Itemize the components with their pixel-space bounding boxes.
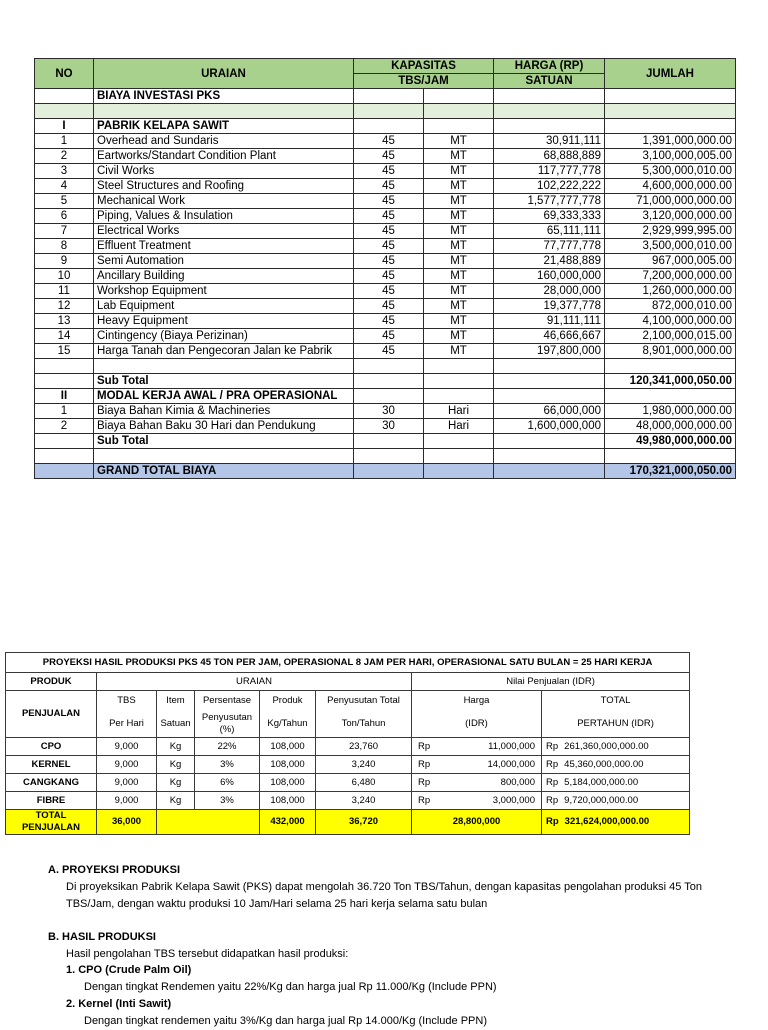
unit: Kg [157, 756, 195, 774]
row-price: 46,666,667 [494, 329, 605, 344]
row-total: 4,600,000,000.00 [605, 179, 736, 194]
total-product: 432,000 [260, 810, 316, 835]
row-unit: Hari [424, 404, 494, 419]
header-persentase-sub: Penyusutan (%) [195, 711, 260, 738]
currency: Rp [418, 758, 431, 770]
table-row [6, 792, 690, 810]
total-sales-label: TOTAL PENJUALAN [6, 810, 97, 835]
currency: Rp [418, 794, 431, 806]
row-price: 1,600,000,000 [494, 419, 605, 434]
table-row [35, 314, 736, 329]
table-row [35, 239, 736, 254]
section-a-line2: TBS/Jam, dengan waktu produksi 10 Jam/Hari selama 25 hari kerja selama satu bulan [66, 898, 488, 910]
row-capacity: 45 [354, 284, 424, 299]
row-unit: MT [424, 194, 494, 209]
row-desc: Civil Works [94, 164, 354, 179]
unit: Kg [157, 774, 195, 792]
row-capacity: 45 [354, 239, 424, 254]
row-capacity: 45 [354, 344, 424, 359]
shrink-ton-year: 23,760 [316, 738, 412, 756]
table-row [6, 738, 690, 756]
row-total: 872,000,010.00 [605, 299, 736, 314]
subtotal-row [35, 374, 736, 389]
header-uraian: URAIAN [94, 59, 354, 89]
row-capacity: 45 [354, 179, 424, 194]
total: 5,184,000,000.00 [564, 776, 639, 788]
row-price: 77,777,778 [494, 239, 605, 254]
currency: Rp [546, 794, 559, 806]
table-row [35, 194, 736, 209]
row-total: 1,980,000,000.00 [605, 404, 736, 419]
header-harga: Harga [412, 691, 542, 712]
product-kg-year: 108,000 [260, 774, 316, 792]
row-price: 65,111,111 [494, 224, 605, 239]
tbs-per-day: 9,000 [97, 792, 157, 810]
header-tbs: TBS [97, 691, 157, 712]
section-label: MODAL KERJA AWAL / PRA OPERASIONAL [94, 389, 354, 404]
row-price: 160,000,000 [494, 269, 605, 284]
row-price: 117,777,778 [494, 164, 605, 179]
currency: Rp [546, 740, 559, 752]
header-no: NO [35, 59, 94, 89]
subtotal-label: Sub Total [94, 374, 354, 389]
header-total-sub: PERTAHUN (IDR) [542, 711, 690, 738]
header-produk-kg-sub: Kg/Tahun [260, 711, 316, 738]
shrink-percent: 6% [195, 774, 260, 792]
header-produk: PRODUK [6, 673, 97, 691]
row-price: 102,222,222 [494, 179, 605, 194]
row-desc: Biaya Bahan Kimia & Machineries [94, 404, 354, 419]
row-no: 13 [35, 314, 94, 329]
total: 261,360,000,000.00 [564, 740, 649, 752]
table-row [35, 254, 736, 269]
row-no: 7 [35, 224, 94, 239]
row-desc: Electrical Works [94, 224, 354, 239]
row-no: 6 [35, 209, 94, 224]
row-no: 8 [35, 239, 94, 254]
table-row [35, 419, 736, 434]
row-unit: MT [424, 344, 494, 359]
header-item-sub: Satuan [157, 711, 195, 738]
row-total: 48,000,000,000.00 [605, 419, 736, 434]
row-price: 68,888,889 [494, 149, 605, 164]
row-capacity: 45 [354, 269, 424, 284]
tbs-per-day: 9,000 [97, 774, 157, 792]
row-desc: Steel Structures and Roofing [94, 179, 354, 194]
header-tbs-sub: Per Hari [97, 711, 157, 738]
row-unit: MT [424, 179, 494, 194]
total-cell [542, 792, 690, 810]
row-price: 91,111,111 [494, 314, 605, 329]
header-jumlah: JUMLAH [605, 59, 736, 89]
table-row [35, 209, 736, 224]
currency: Rp [546, 776, 559, 788]
shrink-percent: 3% [195, 756, 260, 774]
row-desc: Piping, Values & Insulation [94, 209, 354, 224]
row-desc: Cintingency (Biaya Perizinan) [94, 329, 354, 344]
unit: Kg [157, 738, 195, 756]
row-unit: MT [424, 224, 494, 239]
row-unit: MT [424, 299, 494, 314]
row-unit: MT [424, 314, 494, 329]
row-unit: MT [424, 149, 494, 164]
product-kg-year: 108,000 [260, 738, 316, 756]
row-capacity: 30 [354, 404, 424, 419]
row-capacity: 45 [354, 209, 424, 224]
row-desc: Mechanical Work [94, 194, 354, 209]
row-price: 197,800,000 [494, 344, 605, 359]
total-cell [542, 738, 690, 756]
row-no: 11 [35, 284, 94, 299]
row-unit: MT [424, 239, 494, 254]
tbs-per-day: 9,000 [97, 738, 157, 756]
price-cell [412, 774, 542, 792]
table-row [35, 149, 736, 164]
row-price: 66,000,000 [494, 404, 605, 419]
header-nilai-penjualan: Nilai Penjualan (IDR) [412, 673, 690, 691]
section-number: I [35, 119, 94, 134]
header-harga-sub: (IDR) [412, 711, 542, 738]
row-no: 15 [35, 344, 94, 359]
currency: Rp [418, 740, 431, 752]
header-harga-sub: SATUAN [494, 74, 605, 89]
row-no: 1 [35, 134, 94, 149]
spacer-row [35, 104, 736, 119]
section-number: II [35, 389, 94, 404]
row-total: 1,260,000,000.00 [605, 284, 736, 299]
section-b-intro: Hasil pengolahan TBS tersebut didapatkan hasil produksi: [66, 948, 349, 960]
row-price: 69,333,333 [494, 209, 605, 224]
price-cell [412, 756, 542, 774]
shrink-percent: 22% [195, 738, 260, 756]
total-cell [542, 774, 690, 792]
row-capacity: 45 [354, 299, 424, 314]
price-cell [412, 738, 542, 756]
row-desc: Workshop Equipment [94, 284, 354, 299]
row-capacity: 45 [354, 194, 424, 209]
production-projection-table [5, 652, 690, 835]
total-shrink: 36,720 [316, 810, 412, 835]
table-row [35, 284, 736, 299]
total-cell [542, 756, 690, 774]
shrink-ton-year: 3,240 [316, 792, 412, 810]
row-total: 7,200,000,000.00 [605, 269, 736, 284]
subtotal-row [35, 434, 736, 449]
table-row [35, 329, 736, 344]
header-persentase: Persentase [195, 691, 260, 712]
item2-text: Dengan tingkat rendemen yaitu 3%/Kg dan harga jual Rp 14.000/Kg (Include PPN) [84, 1015, 487, 1027]
row-total: 3,500,000,010.00 [605, 239, 736, 254]
row-desc: Heavy Equipment [94, 314, 354, 329]
item1-text: Dengan tingkat Rendemen yaitu 22%/Kg dan harga jual Rp 11.000/Kg (Include PPN) [84, 981, 497, 993]
row-capacity: 45 [354, 314, 424, 329]
product-kg-year: 108,000 [260, 792, 316, 810]
item2-title: 2. Kernel (Inti Sawit) [66, 998, 172, 1010]
price: 14,000,000 [487, 758, 535, 770]
row-total: 2,929,999,995.00 [605, 224, 736, 239]
spacer-row [35, 449, 736, 464]
investment-cost-table [34, 58, 736, 479]
table-row [35, 404, 736, 419]
currency: Rp [546, 816, 559, 827]
row-total: 3,100,000,005.00 [605, 149, 736, 164]
row-unit: MT [424, 254, 494, 269]
product-name: CANGKANG [6, 774, 97, 792]
header-kapasitas: KAPASITAS [354, 59, 494, 74]
row-no: 5 [35, 194, 94, 209]
total-sales-cell [542, 810, 690, 835]
row-no: 9 [35, 254, 94, 269]
row-desc: Harga Tanah dan Pengecoran Jalan ke Pabrik [94, 344, 354, 359]
currency: Rp [418, 776, 431, 788]
table-row [35, 179, 736, 194]
total-tbs: 36,000 [97, 810, 157, 835]
row-total: 71,000,000,000.00 [605, 194, 736, 209]
row-desc: Semi Automation [94, 254, 354, 269]
row-unit: MT [424, 269, 494, 284]
unit: Kg [157, 792, 195, 810]
row-unit: MT [424, 134, 494, 149]
row-desc: Ancillary Building [94, 269, 354, 284]
total: 9,720,000,000.00 [564, 794, 639, 806]
row-price: 19,377,778 [494, 299, 605, 314]
row-no: 2 [35, 149, 94, 164]
table-row [35, 344, 736, 359]
row-desc: Overhead and Sundaris [94, 134, 354, 149]
row-desc: Eartworks/Standart Condition Plant [94, 149, 354, 164]
header-item: Item [157, 691, 195, 712]
row-capacity: 45 [354, 149, 424, 164]
row-capacity: 45 [354, 134, 424, 149]
section-a-line1: Di proyeksikan Pabrik Kelapa Sawit (PKS) dapat mengolah 36.720 Ton TBS/Tahun, dengan kapasitas pengolahan produksi 45 Ton [66, 881, 702, 893]
table-row [6, 774, 690, 792]
header-produk-kg: Produk [260, 691, 316, 712]
row-capacity: 30 [354, 419, 424, 434]
section-b-heading: B. HASIL PRODUKSI [48, 931, 156, 943]
header-kapasitas-sub: TBS/JAM [354, 74, 494, 89]
row-no: 12 [35, 299, 94, 314]
table-row [35, 134, 736, 149]
subtotal-value: 120,341,000,050.00 [605, 374, 736, 389]
row-unit: Hari [424, 419, 494, 434]
row-capacity: 45 [354, 224, 424, 239]
product-kg-year: 108,000 [260, 756, 316, 774]
table-row [35, 164, 736, 179]
table-row [35, 224, 736, 239]
total-price: 28,800,000 [412, 810, 542, 835]
total: 321,624,000,000.00 [564, 816, 650, 827]
row-no: 10 [35, 269, 94, 284]
shrink-percent: 3% [195, 792, 260, 810]
tbs-per-day: 9,000 [97, 756, 157, 774]
product-name: FIBRE [6, 792, 97, 810]
grand-total-row [35, 464, 736, 479]
row-total: 3,120,000,000.00 [605, 209, 736, 224]
row-price: 1,577,777,778 [494, 194, 605, 209]
subtotal-label: Sub Total [94, 434, 354, 449]
row-desc: Biaya Bahan Baku 30 Hari dan Pendukung [94, 419, 354, 434]
section-row [35, 389, 736, 404]
header-uraian: URAIAN [97, 673, 412, 691]
table-title: BIAYA INVESTASI PKS [94, 89, 354, 104]
table-row [35, 269, 736, 284]
row-no: 2 [35, 419, 94, 434]
product-name: KERNEL [6, 756, 97, 774]
row-capacity: 45 [354, 254, 424, 269]
header-total: TOTAL [542, 691, 690, 712]
row-no: 4 [35, 179, 94, 194]
row-no: 3 [35, 164, 94, 179]
row-desc: Lab Equipment [94, 299, 354, 314]
spacer-row [35, 359, 736, 374]
section-label: PABRIK KELAPA SAWIT [94, 119, 354, 134]
product-name: CPO [6, 738, 97, 756]
table-row [35, 299, 736, 314]
row-unit: MT [424, 284, 494, 299]
shrink-ton-year: 3,240 [316, 756, 412, 774]
row-total: 8,901,000,000.00 [605, 344, 736, 359]
row-capacity: 45 [354, 329, 424, 344]
table-row [35, 89, 736, 104]
row-total: 1,391,000,000.00 [605, 134, 736, 149]
total-sales-row [6, 810, 690, 835]
grand-total-label: GRAND TOTAL BIAYA [94, 464, 354, 479]
row-price: 21,488,889 [494, 254, 605, 269]
row-price: 30,911,111 [494, 134, 605, 149]
header-penyusutan-total: Penyusutan Total [316, 691, 412, 712]
header-harga: HARGA (RP) [494, 59, 605, 74]
row-desc: Effluent Treatment [94, 239, 354, 254]
table-row [6, 756, 690, 774]
item1-title: 1. CPO (Crude Palm Oil) [66, 964, 192, 976]
row-no: 1 [35, 404, 94, 419]
section-a-heading: A. PROYEKSI PRODUKSI [48, 864, 181, 876]
row-unit: MT [424, 329, 494, 344]
row-total: 5,300,000,010.00 [605, 164, 736, 179]
price-cell [412, 792, 542, 810]
shrink-ton-year: 6,480 [316, 774, 412, 792]
row-unit: MT [424, 209, 494, 224]
price: 11,000,000 [488, 740, 535, 752]
price: 3,000,000 [492, 794, 535, 806]
row-capacity: 45 [354, 164, 424, 179]
projection-title: PROYEKSI HASIL PRODUKSI PKS 45 TON PER JAM, OPERASIONAL 8 JAM PER HARI, OPERASIONAL SATU BULAN = 25 HARI KERJA [6, 653, 690, 673]
currency: Rp [546, 758, 559, 770]
grand-total-value: 170,321,000,050.00 [605, 464, 736, 479]
row-no: 14 [35, 329, 94, 344]
price: 800,000 [500, 776, 535, 788]
header-penjualan: PENJUALAN [6, 691, 97, 738]
row-total: 2,100,000,015.00 [605, 329, 736, 344]
row-total: 967,000,005.00 [605, 254, 736, 269]
row-price: 28,000,000 [494, 284, 605, 299]
row-total: 4,100,000,000.00 [605, 314, 736, 329]
subtotal-value: 49,980,000,000.00 [605, 434, 736, 449]
row-unit: MT [424, 164, 494, 179]
total: 45,360,000,000.00 [564, 758, 644, 770]
header-penyusutan-sub: Ton/Tahun [316, 711, 412, 738]
section-row [35, 119, 736, 134]
